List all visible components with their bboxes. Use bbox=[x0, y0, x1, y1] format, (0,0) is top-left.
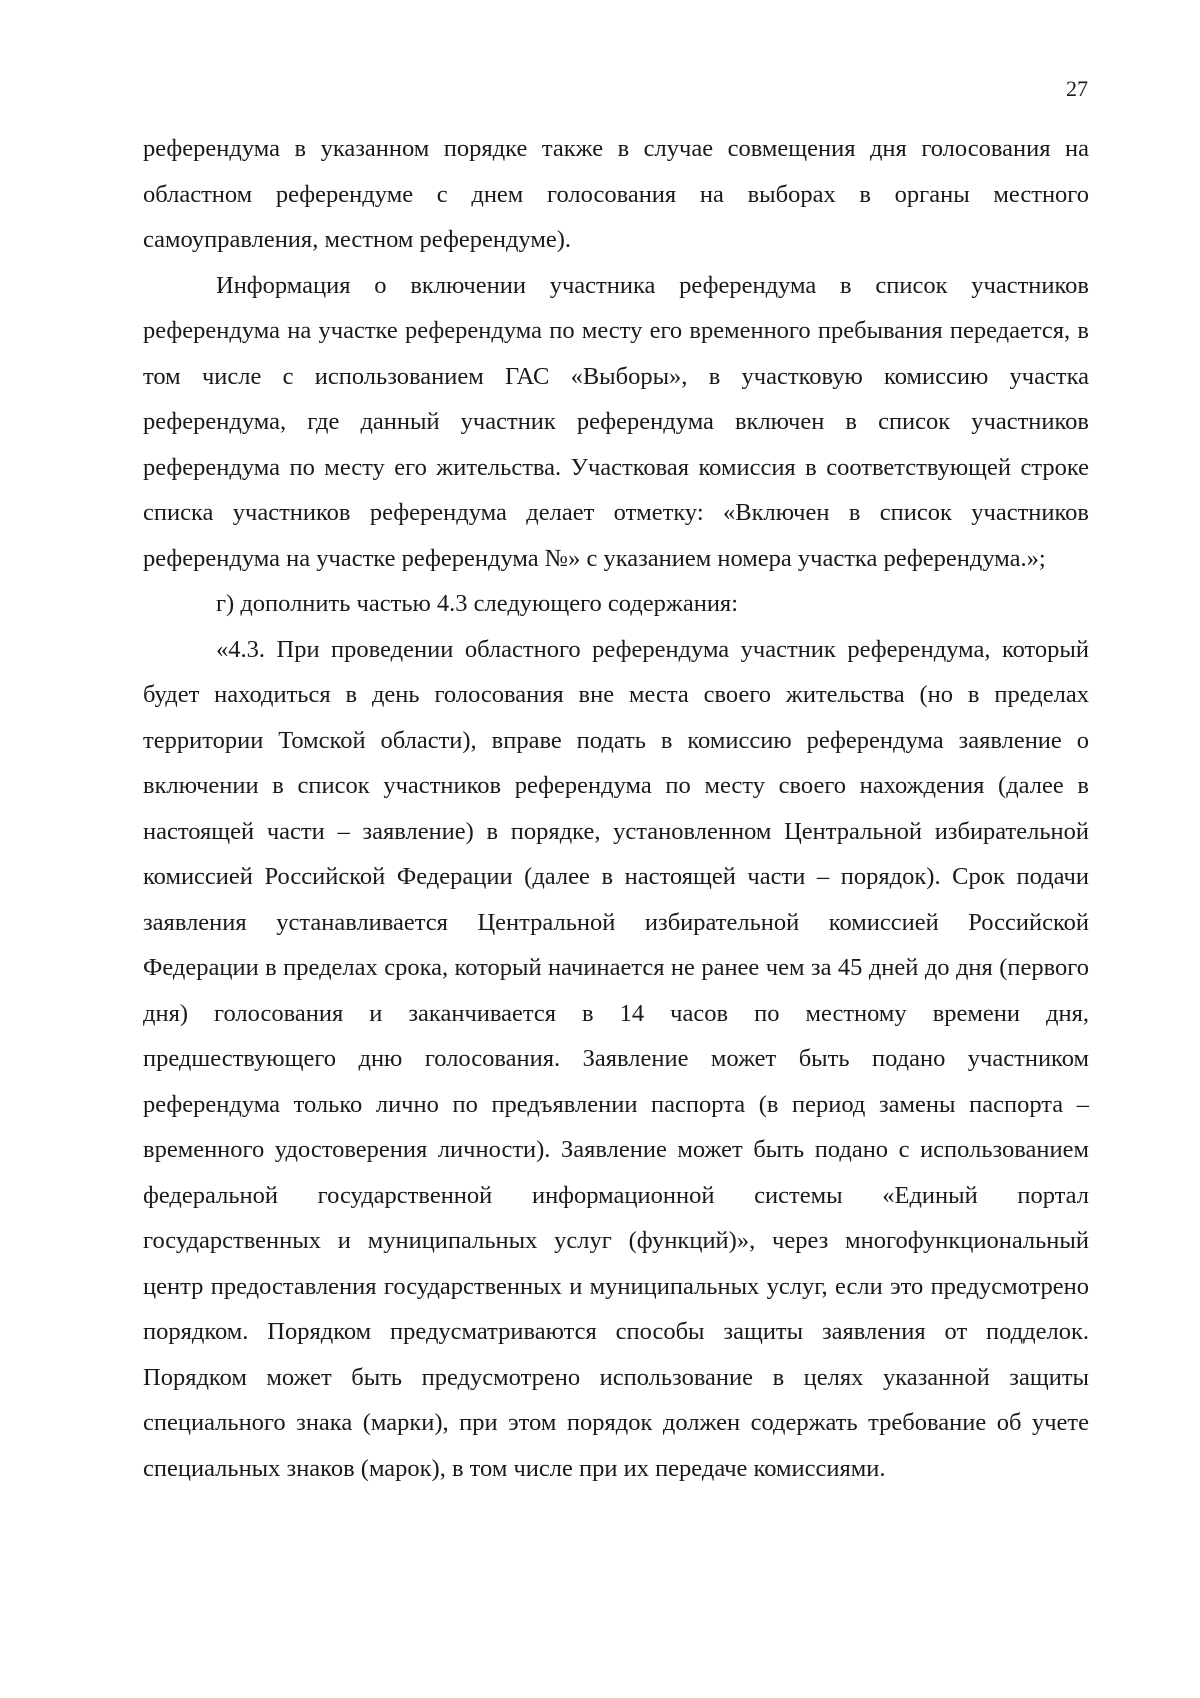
paragraph-inclusion-info: Информация о включении участника референдума в список участников референдума на участке референдума по месту его временного пребывания передается, в том числе с использованием ГАС «Выборы», в участковую комиссию участка референдума, где данный участник референдума включен в список участников референдума по месту его жительства. Участковая комиссия в соответствующей строке списка участников референдума делает отметку: «Включен в список участников референдума на участке референдума №» с указанием номера участка референдума.»; bbox=[143, 271, 1089, 572]
paragraph-section-4-3: «4.3. При проведении областного референдума участник референдума, который будет находиться в день голосования вне места своего жительства (но в пределах территории Томской области), вправе подать в комиссию референдума заявление о включении в список участников референдума по месту своего нахождения (далее в настоящей части – заявление) в порядке, установленном Центральной избирательной комиссией Российской Федерации (далее в настоящей части – порядок). Срок подачи заявления устанавливается Центральной избирательной комиссией Российской Федерации в пределах срока, который начинается не ранее чем за 45 дней до дня (первого дня) голосования и заканчивается в 14 часов по местному времени дня, предшествующего дню голосования. Заявление может быть подано участником референдума только лично по предъявлении паспорта (в период замены паспорта – временного удостоверения личности). Заявление может быть подано с использованием федеральной государственной информационной системы «Единый портал государственных и муниципальных услуг (функций)», через многофункциональный центр предоставления государственных и муниципальных услуг, если это предусмотрено порядком. Порядком предусматриваются способы защиты заявления от подделок. Порядком может быть предусмотрено использование в целях указанной защиты специального знака (марки), при этом порядок должен содержать требование об учете специальных знаков (марок), в том числе при их передаче комиссиями. bbox=[143, 635, 1089, 1482]
paragraph-continuation: референдума в указанном порядке также в случае совмещения дня голосования на областном референдуме с днем голосования на выборах в органы местного самоуправления, местном референдуме). bbox=[143, 135, 1089, 253]
document-body bbox=[143, 126, 1089, 1491]
paragraph-amendment-g: г) дополнить частью 4.3 следующего содержания: bbox=[216, 590, 739, 617]
page-number: 27 bbox=[1066, 76, 1088, 101]
